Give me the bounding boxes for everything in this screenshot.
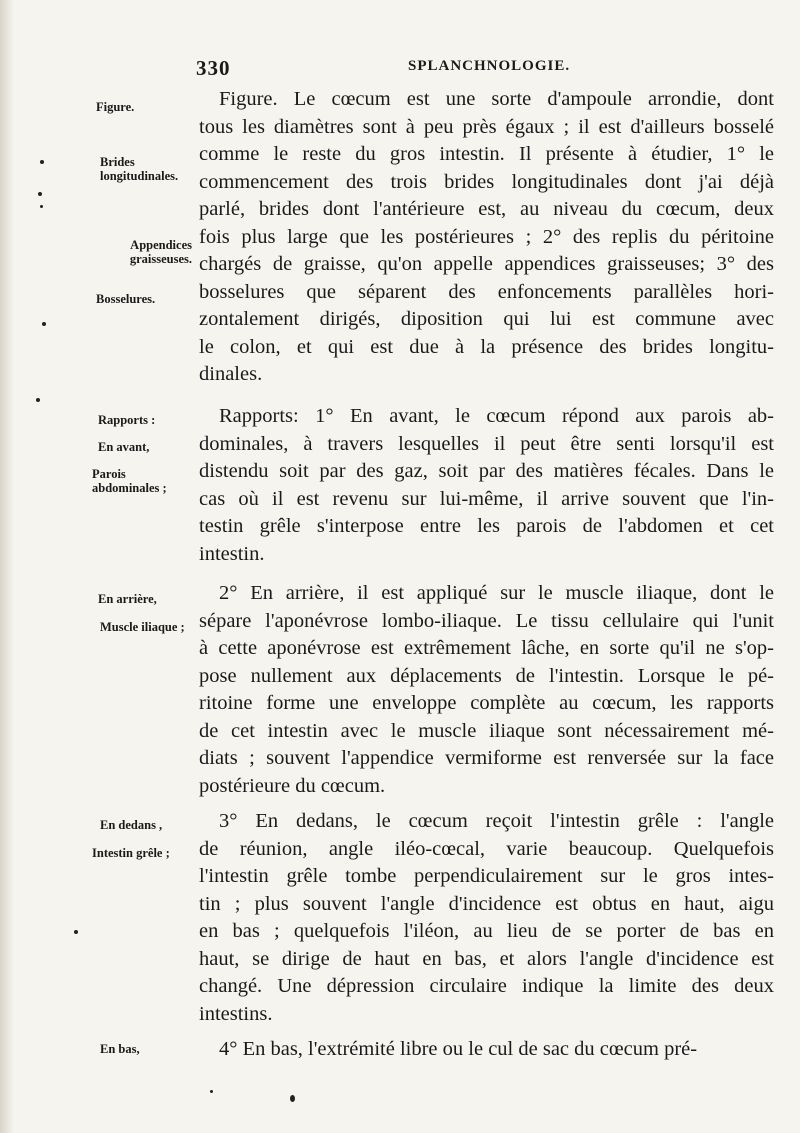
margin-note-en-avant: En avant, [98, 440, 150, 454]
text-line: zontalement dirigés, diposition qui lui est commune avec [199, 308, 774, 330]
text-line: Rapports: 1° En avant, le cœcum répond aux parois ab- [219, 405, 774, 427]
ink-speck [36, 398, 40, 402]
text-line: pose nullement aux déplacements de l'intestin. Lorsque le pé- [199, 664, 774, 687]
text-line: 3° En dedans, le cœcum reçoit l'intestin grêle : l'angle [219, 810, 774, 832]
text-line: à cette aponévrose est extrêmement lâche, en sorte qu'il ne s'op- [199, 637, 774, 659]
text-line: de cet intestin avec le muscle iliaque sont nécessairement mé- [199, 719, 774, 742]
text-line: bosselures que séparent des enfoncements parallèles hori- [199, 280, 774, 303]
page-header [0, 50, 800, 84]
running-head: SPLANCHNOLOGIE. [408, 58, 571, 74]
margin-note-rapports: Rapports : [98, 413, 156, 427]
text-line: changé. Une dépression circulaire indique la limite des deux [199, 975, 774, 997]
text-line: 2° En arrière, il est appliqué sur le muscle iliaque, dont le [219, 582, 774, 604]
margin-note-intestin-grele: Intestin grêle ; [92, 846, 170, 860]
ink-speck [38, 192, 42, 196]
margin-note-en-dedans: En dedans , [100, 818, 163, 832]
ink-speck [40, 160, 44, 164]
ink-speck [290, 1095, 295, 1102]
margin-note-muscle: Muscle iliaque ; [100, 620, 185, 634]
text-line: distendu soit par des gaz, soit par des matières fécales. Dans le [199, 460, 774, 482]
text-line: intestin. [199, 542, 265, 565]
text-line: l'intestin grêle tombe perpendiculairement sur le gros intes- [199, 865, 774, 887]
margin-note-appendices: Appendices graisseuses. [129, 238, 192, 266]
text-line: intestins. [199, 1002, 273, 1025]
text-line: commencement des trois brides longitudinales dont j'ai déjà [199, 170, 774, 193]
text-line: le colon, et qui est due à la présence des brides longitu- [199, 335, 774, 358]
margin-note-en-arriere: En arrière, [98, 592, 157, 606]
text-line: dominales, à travers lesquelles il peut être senti lorsqu'il est [199, 432, 774, 455]
margin-note-figure: Figure. [96, 100, 135, 114]
ink-speck [210, 1090, 213, 1093]
margin-note-bosselures: Bosselures. [96, 292, 156, 306]
margin-note-en-bas: En bas, [100, 1042, 140, 1056]
text-line: testin grêle s'interpose entre les parois de l'abdomen et cet [199, 515, 774, 537]
paragraph-en-bas [199, 1036, 774, 1064]
text-line: postérieure du cœcum. [199, 774, 386, 797]
margin-note-brides: Brides longitudinales. [100, 155, 179, 183]
text-line: cas où il est revenu sur lui-même, il arrive souvent que l'in- [199, 487, 774, 510]
text-line: de réunion, angle iléo-cœcal, varie beaucoup. Quelquefois [199, 837, 774, 860]
text-line: fois plus large que les postérieures ; 2° des replis du péritoine [199, 225, 774, 248]
page-edge-shadow [0, 0, 14, 1133]
paragraph-rapports-en-avant [199, 403, 774, 568]
text-line: Figure. Le cœcum est une sorte d'ampoule arrondie, dont [219, 88, 774, 110]
text-line: en bas ; quelquefois l'iléon, au lieu de se porter de bas en [199, 920, 774, 942]
text-line: chargés de graisse, qu'on appelle appendices graisseuses; 3° des [199, 253, 774, 275]
text-line: diats ; souvent l'appendice vermiforme est renversée sur la face [199, 747, 774, 769]
paragraph-en-arriere [199, 580, 774, 800]
text-line: tous les diamètres sont à peu près égaux ; il est d'ailleurs bosselé [199, 115, 774, 138]
text-line: haut, se dirige de haut en bas, et alors l'angle d'incidence est [199, 947, 774, 970]
ink-speck [40, 205, 43, 208]
text-line: dinales. [199, 363, 263, 385]
text-line: sépare l'aponévrose lombo-iliaque. Le tissu cellulaire qui l'unit [199, 609, 774, 632]
page-number: 330 [196, 56, 231, 80]
text-line: comme le reste du gros intestin. Il présente à étudier, 1° le [199, 143, 774, 165]
paragraph-en-dedans [199, 808, 774, 1028]
ink-speck [42, 322, 46, 326]
text-line: 4° En bas, l'extrémité libre ou le cul de sac du cœcum pré- [219, 1038, 698, 1060]
ink-speck [74, 930, 78, 934]
margin-note-parois: Parois abdominales ; [92, 467, 167, 495]
text-line: ritoine forme une enveloppe complète au cœcum, les rapports [199, 692, 774, 714]
paragraph-figure [199, 86, 774, 389]
text-line: tin ; plus souvent l'angle d'incidence est obtus en haut, aigu [199, 892, 774, 915]
text-line: parlé, brides dont l'antérieure est, au niveau du cœcum, deux [199, 198, 774, 220]
